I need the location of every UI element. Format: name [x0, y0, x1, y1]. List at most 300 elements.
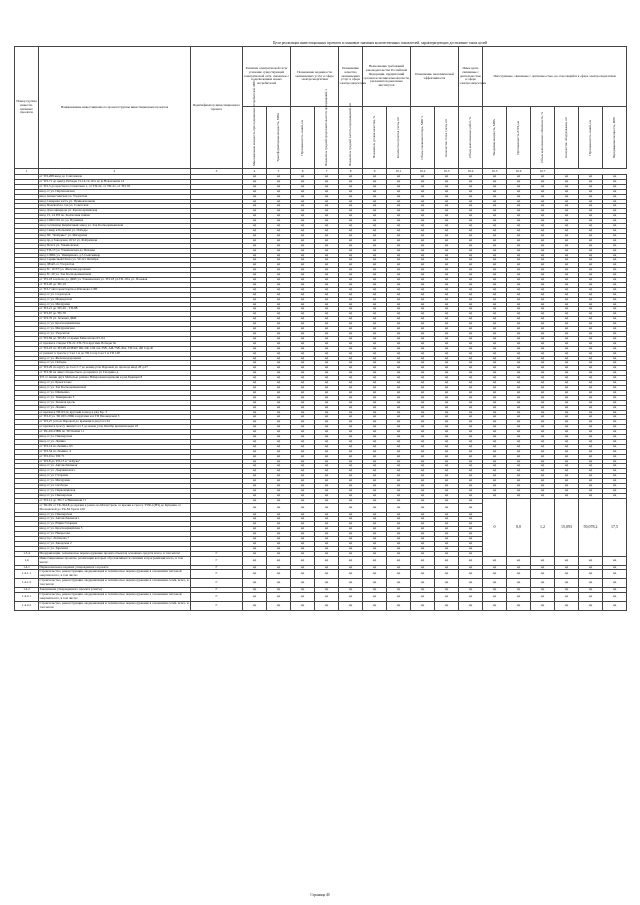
value-cell: нд — [291, 537, 315, 542]
value-cell: нд — [411, 204, 435, 209]
project-name-cell: ввод от ул. Брызгалова — [39, 381, 191, 386]
value-cell: нд — [507, 214, 531, 219]
value-cell: нд — [483, 248, 507, 253]
value-cell: нд — [435, 444, 459, 449]
value-cell: нд — [531, 336, 555, 341]
value-cell: нд — [411, 517, 435, 522]
value-cell: нд — [267, 179, 291, 184]
value-cell: нд — [411, 484, 435, 489]
value-cell: нд — [507, 579, 531, 588]
project-name-cell: ввод Сервисный Плаза ул. 50 лет Октября — [39, 258, 191, 263]
value-cell: нд — [387, 317, 411, 322]
project-id-cell: Г — [191, 592, 243, 601]
value-cell: нд — [291, 449, 315, 454]
subcol-header — [267, 107, 291, 169]
value-cell: нд — [435, 248, 459, 253]
project-name-cell: от ТП-29 по кругу до Сел-7-7 до конец-угла Паровой до прохода ввод 28 д.27 — [39, 366, 191, 371]
value-cell: нд — [339, 390, 363, 395]
value-cell: нд — [291, 253, 315, 258]
value-cell: нд — [603, 273, 627, 278]
value-cell: нд — [363, 546, 387, 551]
col-id-header: Идентификатор инвестиционного проекта — [191, 47, 243, 169]
value-cell: нд — [555, 204, 579, 209]
value-cell: нд — [243, 199, 267, 204]
value-cell: нд — [411, 565, 435, 570]
value-cell: нд — [459, 327, 483, 332]
value-cell: нд — [387, 341, 411, 346]
value-cell: нд — [243, 287, 267, 292]
value-cell: нд — [459, 238, 483, 243]
value-cell: нд — [507, 228, 531, 233]
value-cell: нд — [531, 297, 555, 302]
value-cell: нд — [483, 317, 507, 322]
value-cell: нд — [243, 541, 267, 546]
value-cell: нд — [363, 449, 387, 454]
project-name-cell: ввод от ул. Пионерская — [39, 435, 191, 440]
value-cell: нд — [483, 410, 507, 415]
value-cell: нд — [363, 489, 387, 494]
value-cell: нд — [315, 307, 339, 312]
value-cell: нд — [435, 263, 459, 268]
value-cell: нд — [315, 479, 339, 484]
value-cell: нд — [387, 435, 411, 440]
value-cell: нд — [291, 366, 315, 371]
value-cell: нд — [411, 322, 435, 327]
value-cell: нд — [411, 541, 435, 546]
value-cell: нд — [483, 425, 507, 430]
subcol-header-label: Вводимая мощность, МВА — [491, 119, 496, 156]
value-cell: нд — [291, 390, 315, 395]
value-cell: нд — [579, 194, 603, 199]
value-cell: нд — [315, 273, 339, 278]
value-cell: нд — [387, 390, 411, 395]
value-cell: нд — [579, 287, 603, 292]
value-cell: нд — [507, 356, 531, 361]
value-cell: нд — [243, 454, 267, 459]
value-cell: нд — [579, 439, 603, 444]
value-cell: нд — [387, 268, 411, 273]
value-cell: нд — [291, 312, 315, 317]
value-cell: нд — [267, 273, 291, 278]
value-cell: нд — [531, 588, 555, 593]
project-name-cell: ввод от ул. Ленина — [39, 405, 191, 410]
goal-quality-header: Повышение качества оказываемых услуг в сфере электроэнергетики — [339, 47, 363, 107]
value-cell: нд — [267, 454, 291, 459]
value-cell: нд — [507, 425, 531, 430]
value-cell: нд — [459, 356, 483, 361]
subcol-header-label: Количество пунктов учета, шт — [395, 116, 400, 159]
value-cell: нд — [267, 517, 291, 522]
value-cell: нд — [387, 224, 411, 229]
value-cell: нд — [435, 312, 459, 317]
value-cell: нд — [603, 415, 627, 420]
value-cell: нд — [603, 307, 627, 312]
value-cell: нд — [483, 258, 507, 263]
value-cell: нд — [363, 327, 387, 332]
value-cell: нд — [315, 459, 339, 464]
value-cell: нд — [555, 479, 579, 484]
value-cell: нд — [531, 287, 555, 292]
value-cell: нд — [363, 395, 387, 400]
value-cell: нд — [483, 302, 507, 307]
project-name-cell: от ТП-84 до ТП-84 от время Мамонтова 63, 64 — [39, 336, 191, 341]
column-index-cell: 9 — [363, 169, 387, 175]
value-cell: нд — [531, 420, 555, 425]
value-cell: нд — [291, 278, 315, 283]
value-cell: нд — [387, 449, 411, 454]
value-cell: нд — [531, 278, 555, 283]
value-cell: нд — [315, 579, 339, 588]
value-cell: нд — [579, 268, 603, 273]
value-cell: нд — [315, 341, 339, 346]
value-cell: нд — [579, 199, 603, 204]
value-cell: нд — [387, 592, 411, 601]
value-cell: нд — [339, 527, 363, 532]
project-name-cell: ввод от ул. Заречная — [39, 546, 191, 551]
value-cell: нд — [603, 214, 627, 219]
value-cell: нд — [579, 415, 603, 420]
value-cell: нд — [267, 346, 291, 351]
value-cell: нд — [435, 297, 459, 302]
value-cell: нд — [387, 248, 411, 253]
value-cell: нд — [243, 282, 267, 287]
value-cell: нд — [507, 565, 531, 570]
project-name-cell: ввод от ул. Гагарина — [39, 474, 191, 479]
value-cell: нд — [603, 233, 627, 238]
value-cell: нд — [267, 332, 291, 337]
value-cell: нд — [315, 546, 339, 551]
value-cell: нд — [387, 444, 411, 449]
value-cell: нд — [267, 459, 291, 464]
value-cell: нд — [387, 233, 411, 238]
value-cell: нд — [411, 395, 435, 400]
value-cell: нд — [579, 278, 603, 283]
project-name-cell: от ТП-21 до ТП-20 - ТП-88 — [39, 307, 191, 312]
value-cell: нд — [555, 484, 579, 489]
project-name-cell: ввод Почта ул. Ульяновская — [39, 243, 191, 248]
value-cell: нд — [267, 503, 291, 512]
value-cell: нд — [555, 474, 579, 479]
value-cell: нд — [579, 570, 603, 579]
value-cell: нд — [507, 464, 531, 469]
value-cell: нд — [267, 175, 291, 180]
value-cell: нд — [291, 361, 315, 366]
value-cell: нд — [459, 532, 483, 537]
value-cell: нд — [243, 435, 267, 440]
value-cell: нд — [555, 400, 579, 405]
value-cell: нд — [363, 346, 387, 351]
value-cell: нд — [507, 233, 531, 238]
value-cell: нд — [603, 278, 627, 283]
value-cell: нд — [435, 175, 459, 180]
value-cell: нд — [243, 570, 267, 579]
value-cell: нд — [411, 430, 435, 435]
value-cell: нд — [387, 425, 411, 430]
value-cell: нд — [339, 214, 363, 219]
value-cell: нд — [315, 420, 339, 425]
value-cell: нд — [411, 307, 435, 312]
value-cell: нд — [363, 292, 387, 297]
column-index-cell: 4 — [243, 169, 267, 175]
value-cell: нд — [315, 336, 339, 341]
project-name-cell: от ТК-26а ПВК по ТП Кайли 11 — [39, 430, 191, 435]
project-name-cell: ввод от ул. Мичурина — [39, 302, 191, 307]
value-cell: нд — [411, 278, 435, 283]
value-cell: нд — [267, 219, 291, 224]
value-cell: нд — [291, 439, 315, 444]
value-cell: нд — [579, 390, 603, 395]
project-name-cell: ввод от ул. Партизанская — [39, 189, 191, 194]
value-cell: нд — [291, 551, 315, 556]
value-cell: нд — [531, 233, 555, 238]
value-cell: нд — [603, 601, 627, 610]
value-cell: нд — [363, 493, 387, 498]
value-cell: нд — [339, 287, 363, 292]
goal-connection-header: Развитие электрической сети/усиление существующей электрической сети, связанное с подключением новых потребителей — [243, 47, 291, 107]
value-cell: нд — [315, 454, 339, 459]
project-name-cell: ввод от ул. Железнодорожная — [39, 356, 191, 361]
value-cell: нд — [363, 214, 387, 219]
value-cell: нд — [315, 415, 339, 420]
value-cell: нд — [435, 522, 459, 527]
value-cell: нд — [555, 307, 579, 312]
value-cell: нд — [387, 273, 411, 278]
value-cell: нд — [243, 479, 267, 484]
value-cell: нд — [243, 449, 267, 454]
value-cell: нд — [243, 551, 267, 556]
value-cell: нд — [411, 302, 435, 307]
table-title: Цели реализации инвестиционных проектов и плановые значения количественных показателей, характеризующих достижение таких целей — [272, 41, 488, 45]
value-cell: нд — [387, 527, 411, 532]
value-cell: нд — [483, 209, 507, 214]
column-index-cell: 10.5 — [483, 169, 507, 175]
value-cell: нд — [363, 435, 387, 440]
value-cell: нд — [339, 489, 363, 494]
value-cell: нд — [243, 601, 267, 610]
value-cell: нд — [411, 464, 435, 469]
value-cell: нд — [411, 361, 435, 366]
value-cell: нд — [411, 601, 435, 610]
value-cell: нд — [411, 537, 435, 542]
value-cell: нд — [555, 588, 579, 593]
value-cell: нд — [315, 327, 339, 332]
value-cell: нд — [531, 366, 555, 371]
value-cell: нд — [507, 297, 531, 302]
value-cell: нд — [507, 336, 531, 341]
value-cell: нд — [411, 282, 435, 287]
value-cell: нд — [435, 532, 459, 537]
value-cell: нд — [579, 356, 603, 361]
value-cell: нд — [411, 194, 435, 199]
value-cell: нд — [411, 444, 435, 449]
value-cell: нд — [243, 410, 267, 415]
value-cell: нд — [363, 233, 387, 238]
value-cell: нд — [315, 317, 339, 322]
value-cell: нд — [579, 341, 603, 346]
value-cell: нд — [603, 243, 627, 248]
project-name-cell: ввод от ул. Автомобильная — [39, 464, 191, 469]
value-cell: нд — [243, 297, 267, 302]
page-number: Страница 40 — [310, 893, 330, 897]
value-cell: нд — [459, 381, 483, 386]
value-cell: нд — [531, 204, 555, 209]
value-cell: нд — [363, 278, 387, 283]
column-index-cell: 6 — [291, 169, 315, 175]
project-name-cell: ввод от ул. Узорчатая — [39, 332, 191, 337]
value-cell: нд — [435, 410, 459, 415]
value-cell: нд — [531, 592, 555, 601]
value-cell: нд — [459, 214, 483, 219]
subcol-header-label: Показатель средней продолжительности прекращений, ч — [323, 88, 328, 166]
value-cell: нд — [315, 532, 339, 537]
value-cell: нд — [339, 371, 363, 376]
value-cell: нд — [459, 312, 483, 317]
value-cell: нд — [483, 430, 507, 435]
value-cell: нд — [603, 224, 627, 229]
value-cell: нд — [291, 273, 315, 278]
value-cell: нд — [555, 395, 579, 400]
value-cell: нд — [507, 282, 531, 287]
value-cell: нд — [267, 479, 291, 484]
value-cell: нд — [291, 444, 315, 449]
value-cell: нд — [531, 238, 555, 243]
project-name-cell: от ТП-76 ул. Зеленая ДКИ — [39, 317, 191, 322]
investment-table — [14, 46, 627, 611]
value-cell: нд — [531, 376, 555, 381]
value-cell: нд — [267, 189, 291, 194]
value-cell: нд — [483, 292, 507, 297]
value-cell: нд — [435, 287, 459, 292]
value-cell: нд — [507, 479, 531, 484]
value-cell: нд — [411, 415, 435, 420]
value-cell: нд — [411, 199, 435, 204]
value-cell: нд — [267, 601, 291, 610]
value-cell: нд — [459, 512, 483, 517]
value-cell: нд — [411, 214, 435, 219]
value-cell: нд — [531, 410, 555, 415]
value-cell: нд — [339, 415, 363, 420]
value-cell: нд — [435, 474, 459, 479]
value-cell: нд — [387, 556, 411, 565]
value-cell: нд — [339, 570, 363, 579]
value-cell: нд — [483, 327, 507, 332]
value-cell: нд — [459, 415, 483, 420]
value-cell: нд — [459, 592, 483, 601]
value-cell: нд — [507, 341, 531, 346]
value-cell: нд — [243, 517, 267, 522]
value-cell: нд — [579, 258, 603, 263]
value-cell: нд — [363, 253, 387, 258]
value-cell: нд — [363, 194, 387, 199]
value-cell: нд — [243, 332, 267, 337]
value-cell: нд — [435, 601, 459, 610]
value-cell: нд — [387, 601, 411, 610]
value-cell: нд — [339, 184, 363, 189]
value-cell: нд — [507, 209, 531, 214]
value-cell: нд — [243, 546, 267, 551]
value-cell: нд — [291, 493, 315, 498]
value-cell: нд — [315, 537, 339, 542]
value-cell: нд — [387, 439, 411, 444]
value-cell: нд — [363, 498, 387, 503]
value-cell: нд — [363, 512, 387, 517]
value-cell: нд — [267, 588, 291, 593]
group-number-cell: 1.4 — [15, 556, 39, 565]
value-cell: нд — [315, 287, 339, 292]
value-cell: нд — [267, 390, 291, 395]
value-cell: нд — [483, 204, 507, 209]
value-cell: нд — [555, 489, 579, 494]
value-cell: нд — [363, 588, 387, 593]
value-cell: нд — [267, 327, 291, 332]
value-cell: нд — [411, 570, 435, 579]
value-cell: нд — [267, 512, 291, 517]
value-cell: нд — [555, 435, 579, 440]
value-cell: нд — [555, 390, 579, 395]
value-cell: нд — [315, 400, 339, 405]
value-cell: нд — [267, 435, 291, 440]
value-cell: нд — [315, 464, 339, 469]
table-row — [15, 601, 627, 610]
value-cell: нд — [483, 579, 507, 588]
value-cell: нд — [411, 556, 435, 565]
value-cell: нд — [291, 601, 315, 610]
project-name-cell: от ТП-54 по Ленина, 4 — [39, 449, 191, 454]
value-cell: нд — [339, 238, 363, 243]
value-cell: нд — [579, 381, 603, 386]
value-cell: нд — [267, 493, 291, 498]
value-cell: нд — [555, 253, 579, 258]
value-cell: нд — [459, 474, 483, 479]
project-name-cell: Строительство, реконструкция, модернизация и техническое перевооружение в отношении сетей, всего, в том числе: — [39, 578, 189, 587]
value-cell: нд — [531, 179, 555, 184]
value-cell: нд — [387, 459, 411, 464]
project-name-cell: от ТП-9 по ТМ 71 — [39, 454, 191, 459]
value-cell: нд — [267, 351, 291, 356]
project-name-cell: Модернизация, техническое перевооружение прочих объектов основных средств всего, в том числе: — [39, 551, 191, 556]
subcol-header — [531, 107, 555, 169]
value-cell: нд — [411, 287, 435, 292]
value-cell: нд — [555, 263, 579, 268]
value-cell: нд — [507, 179, 531, 184]
value-cell: нд — [411, 385, 435, 390]
value-cell: нд — [291, 541, 315, 546]
value-cell: нд — [267, 385, 291, 390]
value-cell: нд — [267, 400, 291, 405]
value-cell: нд — [267, 297, 291, 302]
value-cell: нд — [363, 224, 387, 229]
value-cell: нд — [603, 189, 627, 194]
value-cell: нд — [531, 253, 555, 258]
value-cell: нд — [363, 522, 387, 527]
value-cell: нд — [531, 346, 555, 351]
value-cell: нд — [459, 336, 483, 341]
value-cell: нд — [459, 454, 483, 459]
value-cell: нд — [579, 312, 603, 317]
value-cell: нд — [483, 282, 507, 287]
value-cell: нд — [387, 405, 411, 410]
value-cell: нд — [435, 537, 459, 542]
value-cell: нд — [291, 517, 315, 522]
value-cell: нд — [291, 498, 315, 503]
value-cell: нд — [411, 268, 435, 273]
value-cell: нд — [339, 541, 363, 546]
project-name-cell: ввод от ул. Мичуринская — [39, 327, 191, 332]
value-cell: нд — [243, 356, 267, 361]
value-cell: нд — [459, 565, 483, 570]
value-cell: нд — [315, 430, 339, 435]
value-cell: нд — [555, 356, 579, 361]
